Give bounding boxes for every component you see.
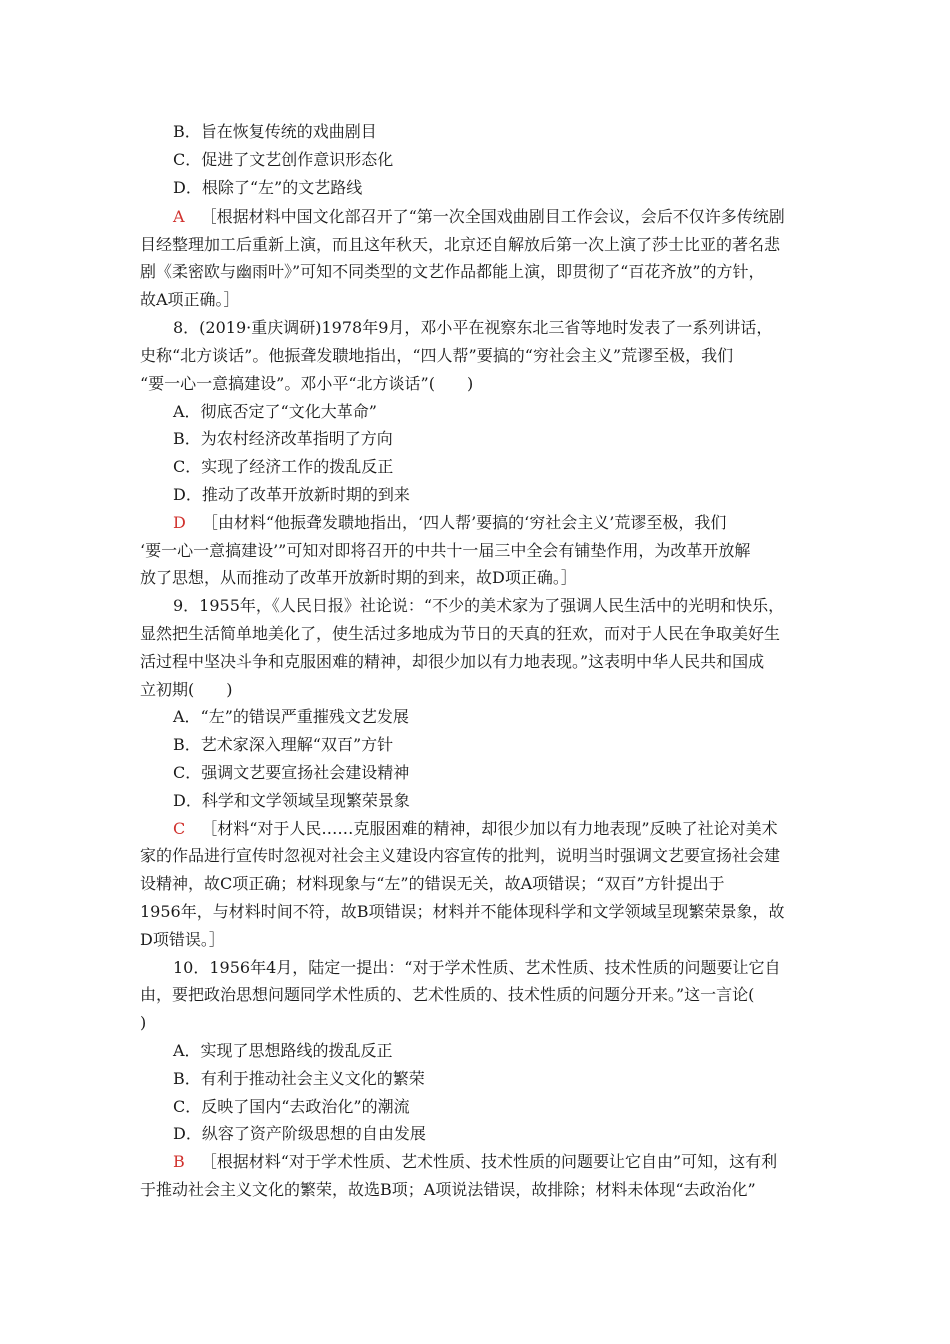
q8-stem-line-2: 史称“北方谈话”。他振聋发聩地指出，“四人帮”要搞的“穷社会主义”荒谬至极，我们 xyxy=(140,346,734,365)
q9-option-b: B．艺术家深入理解“双百”方针 xyxy=(173,735,394,754)
q7-answer-letter: A xyxy=(173,207,185,226)
q9-option-d: D．科学和文学领域呈现繁荣景象 xyxy=(173,791,410,810)
q9-explanation-line-2: 家的作品进行宣传时忽视对社会主义建设内容宣传的批判，说明当时强调文艺要宣扬社会建 xyxy=(140,846,781,865)
q9-explanation-line-4: 1956年，与材料时间不符，故B项错误；材料并不能体现科学和文学领域呈现繁荣景象，故 xyxy=(140,902,785,921)
q8-option-b: B．为农村经济改革指明了方向 xyxy=(173,429,393,448)
q7-explanation-line-1: A ［根据材料中国文化部召开了“第一次全国戏曲剧目工作会议，会后不仅许多传统剧 xyxy=(173,207,785,226)
q10-option-b: B．有利于推动社会主义文化的繁荣 xyxy=(173,1069,425,1088)
q7-explanation-line-2: 目经整理加工后重新上演，而且这年秋天，北京还自解放后第一次上演了莎士比亚的著名悲 xyxy=(140,235,781,254)
q10-stem-line-3: ) xyxy=(140,1013,147,1032)
q10-explanation-line-1: B ［根据材料“对于学术性质、艺术性质、技术性质的问题要让它自由”可知，这有利 xyxy=(173,1152,778,1171)
q7-explanation-line-4: 故A项正确。］ xyxy=(140,290,240,309)
q10-stem-line-1: 10．1956年4月，陆定一提出：“对于学术性质、艺术性质、技术性质的问题要让它自 xyxy=(173,958,781,977)
q9-option-c: C．强调文艺要宣扬社会建设精神 xyxy=(173,763,410,782)
q8-explanation-line-2: ‘要一心一意搞建设’”可知对即将召开的中共十一届三中全会有铺垫作用，为改革开放解 xyxy=(140,541,751,560)
q7-explanation-line-3: 剧《柔密欧与幽雨叶》”可知不同类型的文艺作品都能上演，即贯彻了“百花齐放”的方针， xyxy=(140,262,765,281)
q10-option-d: D．纵容了资产阶级思想的自由发展 xyxy=(173,1124,426,1143)
q8-option-d: D．推动了改革开放新时期的到来 xyxy=(173,485,410,504)
q9-stem-line-1: 9．1955年，《人民日报》社论说：“不少的美术家为了强调人民生活中的光明和快乐， xyxy=(173,596,785,615)
q8-explanation-line-3: 放了思想，从而推动了改革开放新时期的到来，故D项正确。］ xyxy=(140,568,577,587)
q8-answer-letter: D xyxy=(173,513,186,532)
q9-stem-line-3: 活过程中坚决斗争和克服困难的精神，却很少加以有力地表现。”这表明中华人民共和国成 xyxy=(140,652,765,671)
q10-stem-line-2: 由，要把政治思想问题同学术性质的、艺术性质的、技术性质的问题分开来。”这一言论( xyxy=(140,985,755,1004)
q8-stem-line-1: 8．(2019·重庆调研)1978年9月，邓小平在视察东北三省等地时发表了一系列讲话， xyxy=(173,318,773,337)
q10-option-c: C．反映了国内“去政治化”的潮流 xyxy=(173,1097,410,1116)
q7-option-b: B．旨在恢复传统的戏曲剧目 xyxy=(173,122,377,141)
q9-explanation-line-1: C ［材料“对于人民……克服困难的精神，却很少加以有力地表现”反映了社论对美术 xyxy=(173,819,778,838)
q10-answer-letter: B xyxy=(173,1152,185,1171)
q8-option-a: A．彻底否定了“文化大革命” xyxy=(173,402,377,421)
q9-stem-line-2: 显然把生活简单地美化了，使生活过多地成为节日的天真的狂欢，而对于人民在争取美好生 xyxy=(140,624,781,643)
q9-stem-line-4: 立初期( ) xyxy=(140,680,233,699)
q9-explanation-line-5: D项错误。］ xyxy=(140,930,225,949)
q9-option-a: A．“左”的错误严重摧残文艺发展 xyxy=(173,707,409,726)
q9-explanation-line-3: 设精神，故C项正确；材料现象与“左”的错误无关，故A项错误；“双百”方针提出于 xyxy=(140,874,725,893)
q8-option-c: C．实现了经济工作的拨乱反正 xyxy=(173,457,394,476)
q7-option-c: C．促进了文艺创作意识形态化 xyxy=(173,150,394,169)
q7-option-d: D．根除了“左”的文艺路线 xyxy=(173,178,363,197)
q8-explanation-line-1: D ［由材料“他振聋发聩地指出，‘四人帮’要搞的‘穷社会主义’荒谬至极，我们 xyxy=(173,513,727,532)
q8-stem-line-3: “要一心一意搞建设”。邓小平“北方谈话”( ) xyxy=(140,374,474,393)
q10-explanation-line-2: 于推动社会主义文化的繁荣，故选B项；A项说法错误，故排除；材料未体现“去政治化” xyxy=(140,1180,756,1199)
q10-option-a: A．实现了思想路线的拨乱反正 xyxy=(173,1041,393,1060)
q9-answer-letter: C xyxy=(173,819,186,838)
